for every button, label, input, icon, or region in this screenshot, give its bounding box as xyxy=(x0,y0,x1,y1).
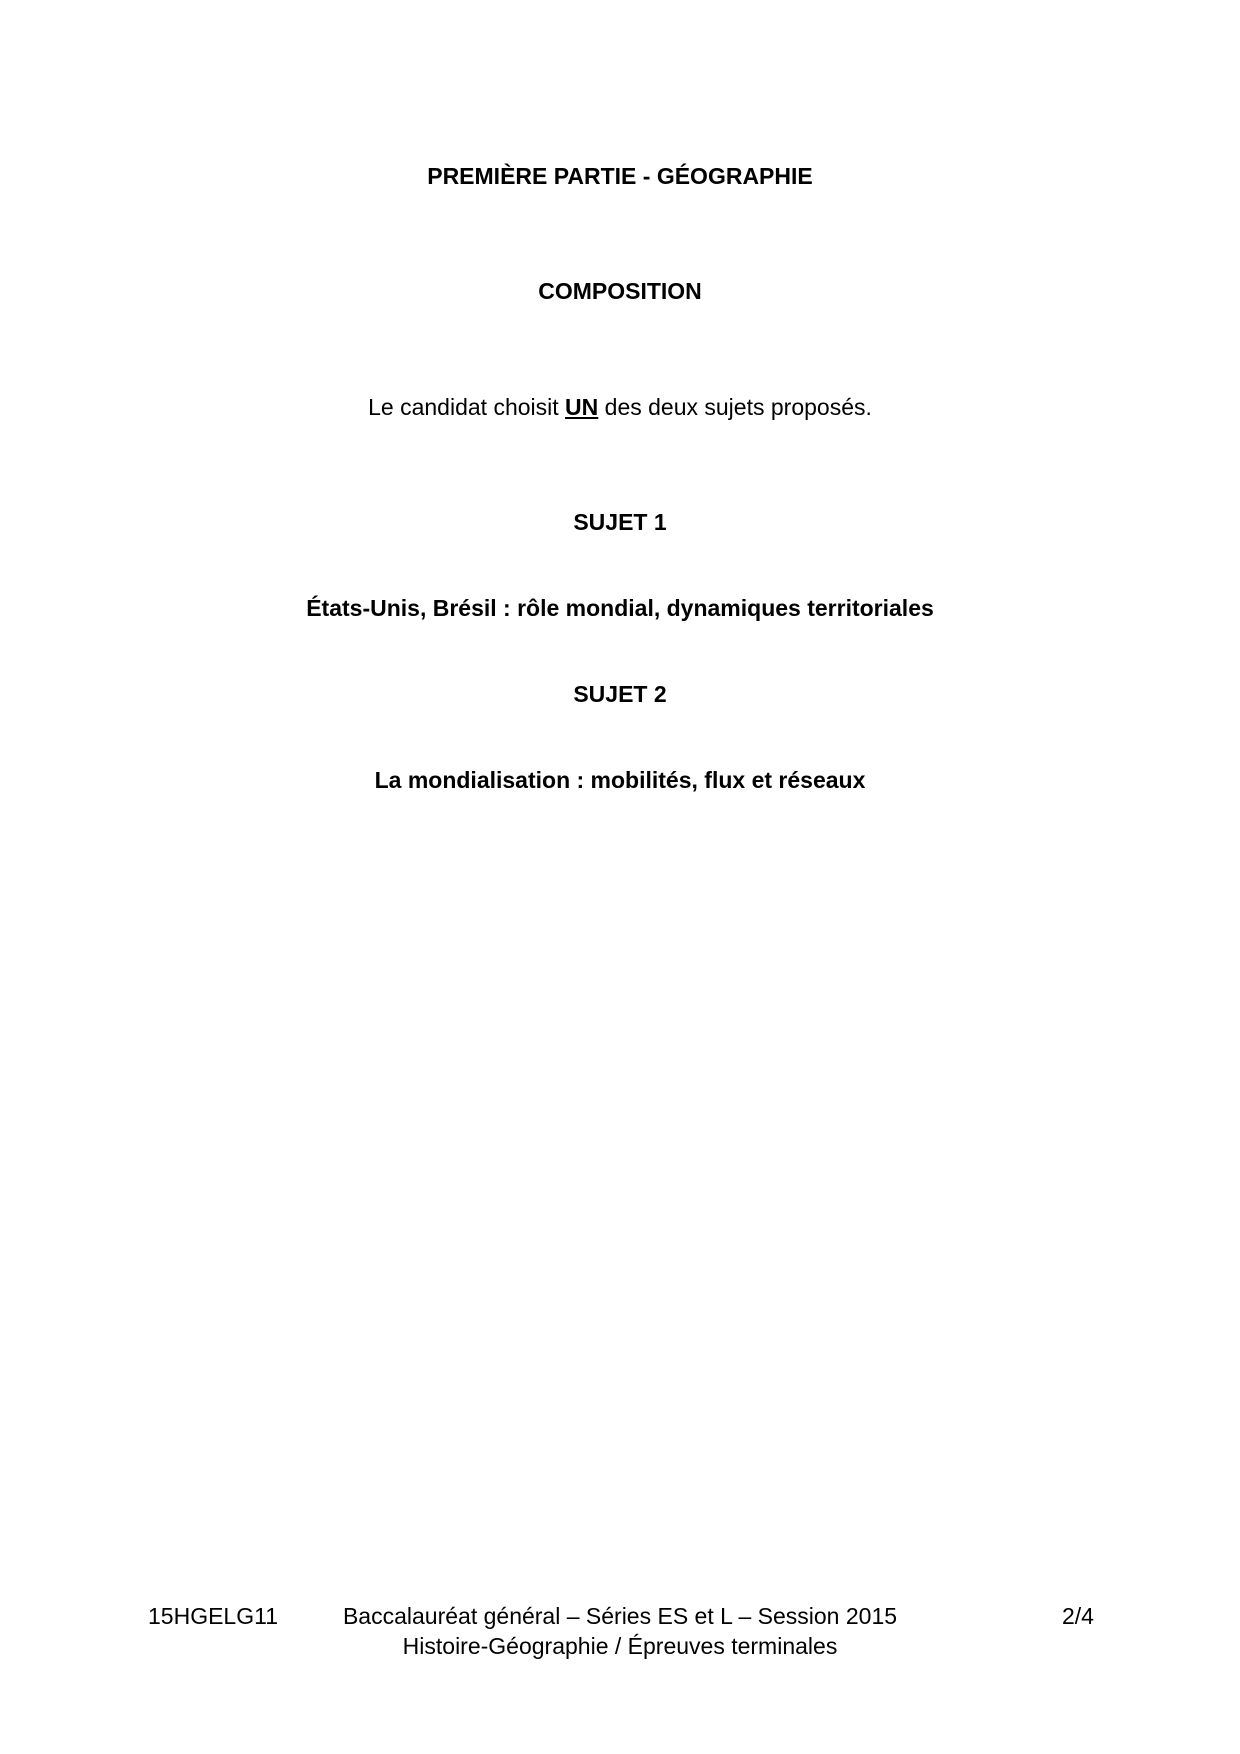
subject-1-label: SUJET 1 xyxy=(573,509,667,535)
subject-2-label: SUJET 2 xyxy=(573,681,667,707)
part-title: PREMIÈRE PARTIE - GÉOGRAPHIE xyxy=(427,163,813,189)
instruction-text xyxy=(0,393,1240,421)
subject-1-title: États-Unis, Brésil : rôle mondial, dynamiques territoriales xyxy=(306,595,934,621)
footer-subject-line: Histoire-Géographie / Épreuves terminales xyxy=(402,1633,838,1659)
page-number: 2/4 xyxy=(1062,1603,1094,1629)
instruction-emphasis: UN xyxy=(565,394,599,420)
exercise-title: COMPOSITION xyxy=(538,278,702,304)
footer-exam-line: Baccalauréat général – Séries ES et L – Session 2015 xyxy=(342,1603,898,1629)
subject-2-title: La mondialisation : mobilités, flux et réseaux xyxy=(374,767,866,793)
footer-code: 15HGELG11 xyxy=(148,1603,278,1629)
instruction-before: Le candidat choisit xyxy=(368,394,566,420)
instruction-after: des deux sujets proposés. xyxy=(598,394,872,420)
